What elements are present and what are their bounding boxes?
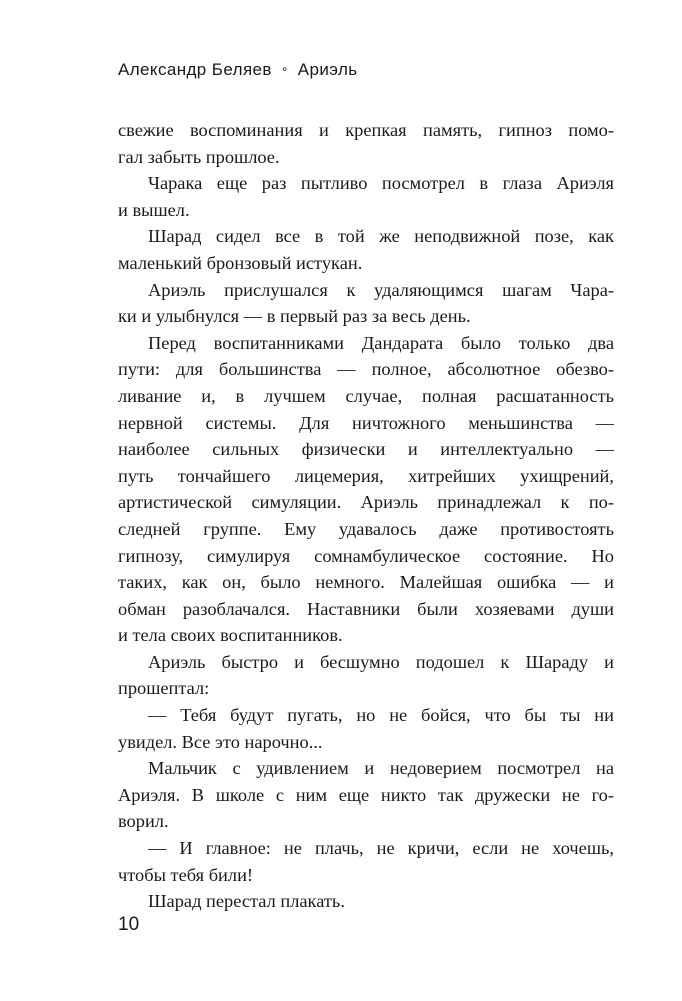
text-line: наиболее сильных физически и интеллектуально —: [118, 439, 614, 460]
text-line: Шарад сидел все в той же неподвижной позе, как: [148, 226, 614, 247]
text-line: Ариэля. В школе с ним еще никто так дружески не го-: [118, 784, 614, 805]
text-line: прошептал:: [118, 678, 210, 699]
text-line: ливание и, в лучшем случае, полная расшатанность: [118, 385, 614, 406]
text-line: гипнозу, симулируя сомнамбулическое состояние. Но: [118, 545, 614, 566]
text-line: Ариэль прислушался к удаляющимся шагам Чара-: [148, 279, 614, 300]
text-line: нервной системы. Для ничтожного меньшинства —: [118, 412, 614, 433]
author-name: Александр Беляев: [118, 60, 272, 79]
page-number: 10: [118, 914, 140, 935]
text-line: артистической симуляции. Ариэль принадлежал к по-: [118, 492, 614, 513]
separator-glyph: ∘: [280, 62, 289, 76]
text-line: Чарака еще раз пытливо посмотрел в глаза Ариэля: [148, 173, 614, 194]
text-line: и вышел.: [118, 199, 190, 220]
text-line: пути: для большинства — полное, абсолютное обезво-: [118, 359, 614, 380]
text-line: таких, как он, было немного. Малейшая ошибка — и: [118, 572, 614, 593]
text-line: путь тончайшего лицемерия, хитрейших ухищрений,: [118, 465, 614, 486]
text-line: увидел. Все это нарочно...: [118, 731, 323, 752]
text-line: чтобы тебя били!: [118, 864, 254, 885]
text-line: — Тебя будут пугать, но не бойся, что бы ты ни: [148, 705, 614, 726]
text-line: ки и улыбнулся — в первый раз за весь день.: [118, 306, 471, 327]
text-line: Ариэль быстро и бесшумно подошел к Шараду и: [148, 651, 614, 672]
text-line: и тела своих воспитанников.: [118, 625, 343, 646]
text-line: — И главное: не плачь, не кричи, если не хочешь,: [148, 838, 614, 859]
text-line: свежие воспоминания и крепкая память, гипноз помо-: [118, 120, 614, 140]
text-line: Мальчик с удивлением и недоверием посмотрел на: [148, 758, 614, 779]
text-line: обман разоблачался. Наставники были хозяевами души: [118, 598, 614, 619]
book-title: Ариэль: [297, 60, 358, 79]
text-line: Шарад перестал плакать.: [148, 891, 345, 912]
text-line: Перед воспитанниками Дандарата было только два: [148, 332, 614, 353]
text-line: гал забыть прошлое.: [118, 146, 280, 167]
text-line: следней группе. Ему удавалось даже противостоять: [118, 518, 614, 539]
body-text: [118, 117, 614, 915]
text-line: ворил.: [118, 811, 169, 832]
running-head: [118, 60, 358, 80]
text-line: маленький бронзовый истукан.: [118, 252, 363, 273]
